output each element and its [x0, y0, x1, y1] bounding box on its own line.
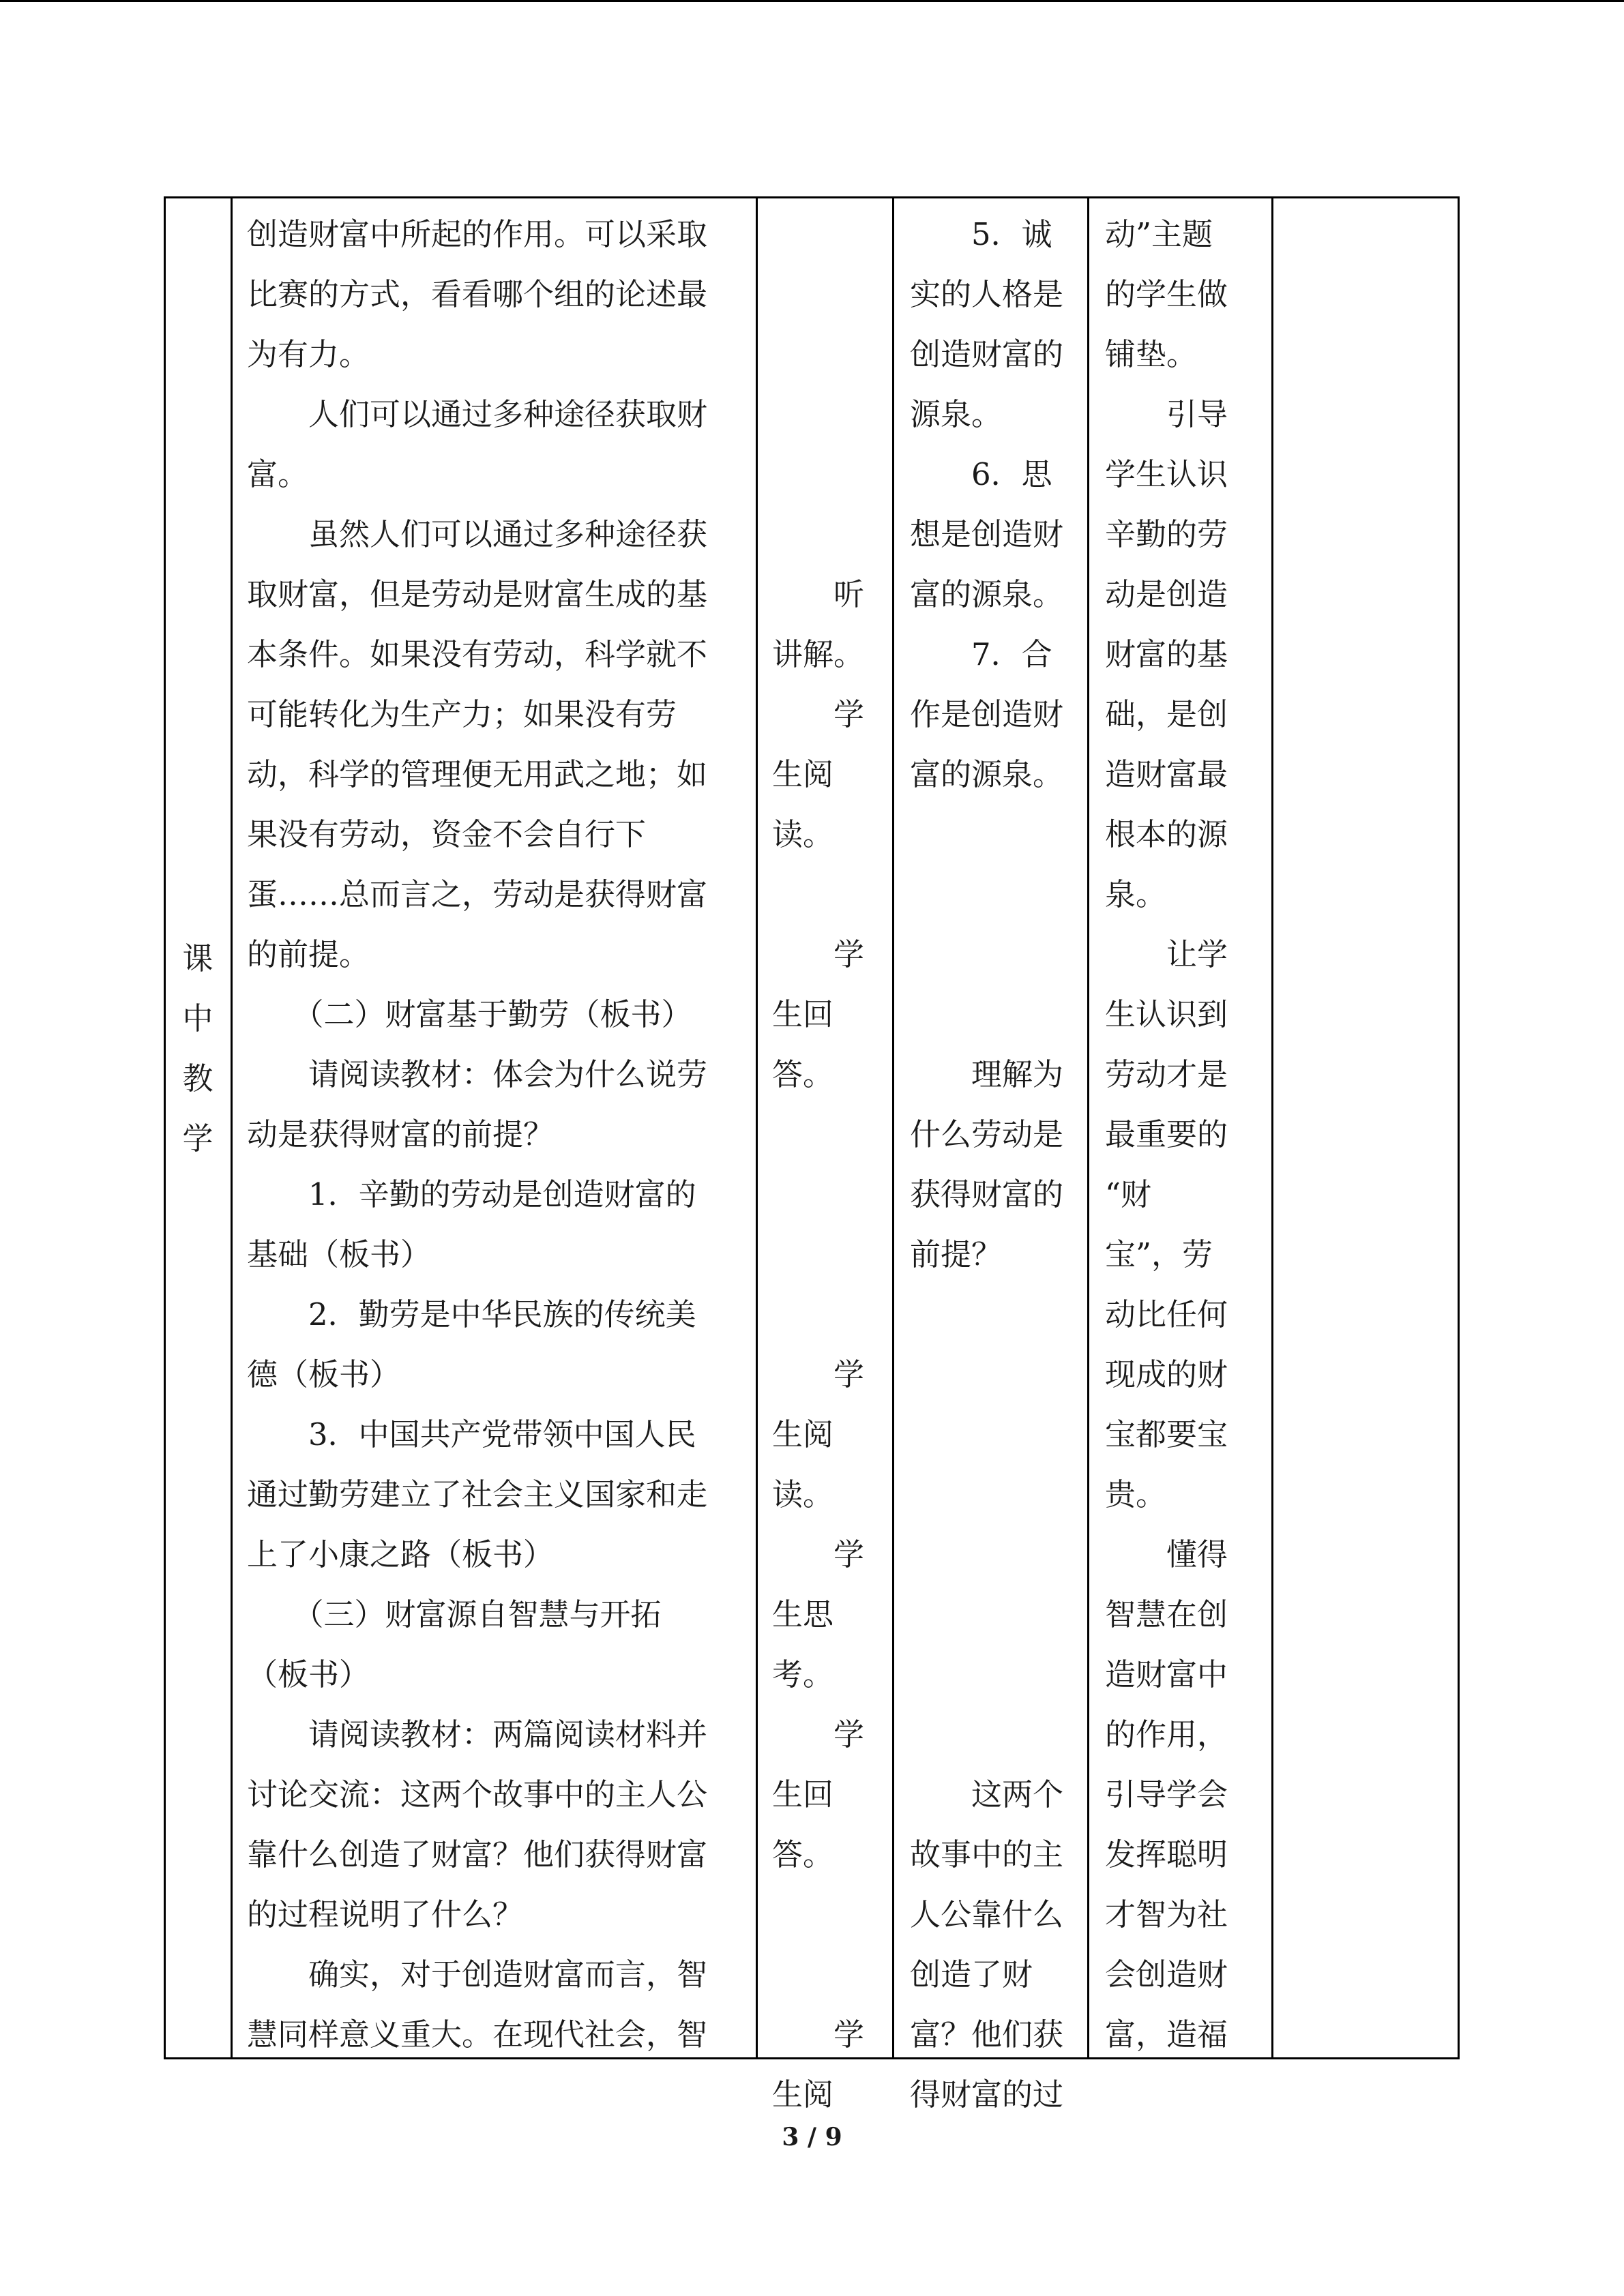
intent-text-line: 引导: [1105, 396, 1228, 432]
teacher-text-line: 可能转化为生产力；如果没有劳: [247, 696, 677, 732]
intent-text-line: 富，造福: [1105, 2016, 1228, 2053]
teacher-text-line: 1．辛勤的劳动是创造财富的: [247, 1176, 696, 1212]
question-text-line: 故事中的主: [910, 1836, 1064, 1873]
question-text-line: 得财富的过: [910, 2076, 1064, 2113]
intent-text-line: 才智为社: [1105, 1896, 1228, 1933]
student-text-line: [772, 1105, 864, 1165]
question-text-line: [910, 925, 1063, 985]
teacher-text-line: （板书）: [247, 1656, 370, 1693]
column-divider: [231, 196, 233, 2059]
student-text-line: [772, 265, 864, 325]
intent-text-line: 最重要的: [1105, 1116, 1228, 1152]
teacher-text-line: 动，科学的管理便无用武之地；如: [247, 756, 708, 792]
intent-text-line: 造财富最: [1105, 756, 1228, 792]
question-text-line: [910, 1285, 1063, 1345]
section-label-char: 课: [182, 940, 213, 976]
question-text-line: 富的源泉。: [910, 576, 1064, 612]
column-divider: [1087, 196, 1089, 2059]
question-text-line: 人公靠什么: [910, 1896, 1064, 1933]
question-text-line: [910, 1525, 1063, 1585]
teacher-text-line: 上了小康之路（板书）: [247, 1536, 555, 1572]
intent-text-line: 造财富中: [1105, 1656, 1228, 1693]
student-text-line: 生阅: [772, 1416, 834, 1452]
column-divider: [892, 196, 894, 2059]
column-divider: [756, 196, 758, 2059]
page-top-border: [0, 0, 1624, 2]
intent-text-line: 的作用，: [1105, 1716, 1228, 1753]
student-text-line: [772, 1945, 864, 2005]
question-text-line: 6．思: [910, 456, 1052, 492]
intent-text-line: 懂得: [1105, 1536, 1228, 1572]
question-text-line: 创造了财: [910, 1956, 1033, 1993]
intent-text-line: 学生认识: [1105, 456, 1228, 492]
teacher-text-line: 取财富，但是劳动是财富生成的基: [247, 576, 708, 612]
teacher-text-line: （二）财富基于勤劳（板书）: [247, 996, 692, 1032]
teacher-text-line: 果没有劳动，资金不会自行下: [247, 816, 647, 852]
student-text-line: [772, 1225, 864, 1285]
intent-text-line: 生认识到: [1105, 996, 1228, 1032]
intent-text-line: 财富的基: [1105, 636, 1228, 672]
question-text-line: [910, 1645, 1063, 1705]
intent-text-line: 宝都要宝: [1105, 1416, 1228, 1452]
intent-text-line: 现成的财: [1105, 1356, 1228, 1392]
student-text-line: 生回: [772, 996, 834, 1032]
student-text-line: 答。: [772, 1836, 834, 1873]
intent-text-line: 引导学会: [1105, 1776, 1228, 1813]
question-text-line: [910, 1345, 1063, 1405]
intent-text-line: 让学: [1105, 936, 1228, 972]
question-text-line: [910, 865, 1063, 925]
intent-text-line: 发挥聪明: [1105, 1836, 1228, 1873]
question-text-line: 作是创造财: [910, 696, 1064, 732]
question-text-line: 富？他们获: [910, 2016, 1064, 2053]
teacher-text-line: 虽然人们可以通过多种途径获: [247, 516, 708, 552]
intent-text-line: 动”主题: [1105, 216, 1213, 252]
teacher-text-line: 2．勤劳是中华民族的传统美: [247, 1296, 696, 1332]
teacher-text-line: 慧同样意义重大。在现代社会，智: [247, 2016, 708, 2053]
student-text-line: 生阅: [772, 756, 834, 792]
student-text-line: 听: [772, 576, 865, 612]
question-text-line: 什么劳动是: [910, 1116, 1064, 1152]
teacher-text-line: 的过程说明了什么？: [247, 1896, 524, 1933]
student-text-line: 读。: [772, 1476, 834, 1512]
intent-text-line: 的学生做: [1105, 276, 1228, 312]
student-text-line: 学: [772, 2016, 865, 2053]
column-divider: [1271, 196, 1273, 2059]
teacher-text-line: 3．中国共产党带领中国人民: [247, 1416, 696, 1452]
teacher-text-line: 为有力。: [247, 336, 370, 372]
section-label-char: 学: [182, 1120, 213, 1157]
intent-text-line: 铺垫。: [1105, 336, 1198, 372]
student-text-line: [772, 325, 864, 385]
intent-text-line: 础，是创: [1105, 696, 1228, 732]
student-text-line: 生回: [772, 1776, 834, 1813]
student-text-line: 读。: [772, 816, 834, 852]
teacher-text-line: 创造财富中所起的作用。可以采取: [247, 216, 708, 252]
teacher-text-line: 基础（板书）: [247, 1236, 432, 1272]
question-text-line: [910, 1705, 1063, 1765]
student-text-line: 生思: [772, 1596, 834, 1632]
teacher-text-line: 的前提。: [247, 936, 370, 972]
question-text-line: [910, 985, 1063, 1045]
student-text-line: [772, 445, 864, 505]
teacher-text-line: 请阅读教材：体会为什么说劳: [247, 1056, 708, 1092]
student-text-line: 学: [772, 1716, 865, 1753]
student-text-line: [772, 205, 864, 265]
intent-text-line: 泉。: [1105, 876, 1167, 912]
teacher-text-line: 确实，对于创造财富而言，智: [247, 1956, 708, 1993]
question-text-line: [910, 1465, 1063, 1525]
teacher-text-line: 动是获得财富的前提？: [247, 1116, 555, 1152]
student-text-line: [772, 1285, 864, 1345]
student-text-line: [772, 505, 864, 565]
question-text-line: [910, 805, 1063, 865]
student-text-line: [772, 385, 864, 445]
student-text-line: [772, 1885, 864, 1945]
question-text-line: 7．合: [910, 636, 1052, 672]
intent-text-line: 宝”，劳: [1105, 1236, 1213, 1272]
design-intent-column: [1105, 205, 1228, 2065]
teacher-text-line: 比赛的方式，看看哪个组的论述最: [247, 276, 708, 312]
question-text-line: [910, 1405, 1063, 1465]
student-activity-column: [772, 205, 864, 2125]
question-text-line: 创造财富的: [910, 336, 1064, 372]
student-text-line: [772, 865, 864, 925]
student-text-line: 讲解。: [772, 636, 865, 672]
intent-text-line: “财: [1105, 1176, 1152, 1212]
question-text-line: 富的源泉。: [910, 756, 1064, 792]
teacher-text-line: 请阅读教材：两篇阅读材料并: [247, 1716, 708, 1753]
student-text-line: [772, 1165, 864, 1225]
question-text-line: 获得财富的: [910, 1176, 1064, 1212]
question-text-line: 理解为: [910, 1056, 1064, 1092]
intent-text-line: 劳动才是: [1105, 1056, 1228, 1092]
intent-text-line: 动比任何: [1105, 1296, 1228, 1332]
student-text-line: 学: [772, 936, 865, 972]
teacher-text-line: 人们可以通过多种途径获取财: [247, 396, 708, 432]
question-text-line: 前提？: [910, 1236, 1003, 1272]
question-text-line: 5．诚: [910, 216, 1052, 252]
teacher-text-line: 通过勤劳建立了社会主义国家和走: [247, 1476, 708, 1512]
student-text-line: 考。: [772, 1656, 834, 1693]
question-text-line: 这两个: [910, 1776, 1064, 1813]
question-text-line: [910, 1585, 1063, 1645]
section-label-char: 教: [182, 1060, 213, 1097]
intent-text-line: 会创造财: [1105, 1956, 1228, 1993]
student-text-line: 学: [772, 696, 865, 732]
student-text-line: 答。: [772, 1056, 834, 1092]
intent-text-line: 动是创造: [1105, 576, 1228, 612]
teacher-text-line: 讨论交流：这两个故事中的主人公: [247, 1776, 708, 1813]
intent-text-line: 贵。: [1105, 1476, 1167, 1512]
teacher-text-line: 靠什么创造了财富？他们获得财富: [247, 1836, 708, 1873]
question-text-line: 源泉。: [910, 396, 1003, 432]
teacher-text-line: （三）财富源自智慧与开拓: [247, 1596, 662, 1632]
teacher-text-line: 蛋……总而言之，劳动是获得财富: [247, 876, 708, 912]
student-text-line: 生阅: [772, 2076, 834, 2113]
section-label-cell: [181, 929, 214, 1169]
question-text-line: 实的人格是: [910, 276, 1064, 312]
section-label-char: 中: [182, 1000, 213, 1037]
intent-text-line: 辛勤的劳: [1105, 516, 1228, 552]
teacher-activity-column: [247, 205, 707, 2065]
teacher-text-line: 本条件。如果没有劳动，科学就不: [247, 636, 708, 672]
teacher-text-line: 富。: [247, 456, 309, 492]
page-number: 3 / 9: [782, 2123, 842, 2151]
question-text-line: 想是创造财: [910, 516, 1064, 552]
student-text-line: 学: [772, 1536, 865, 1572]
student-text-line: 学: [772, 1356, 865, 1392]
teacher-text-line: 德（板书）: [247, 1356, 401, 1392]
intent-text-line: 根本的源: [1105, 816, 1228, 852]
intent-text-line: 智慧在创: [1105, 1596, 1228, 1632]
question-column: [910, 205, 1063, 2125]
